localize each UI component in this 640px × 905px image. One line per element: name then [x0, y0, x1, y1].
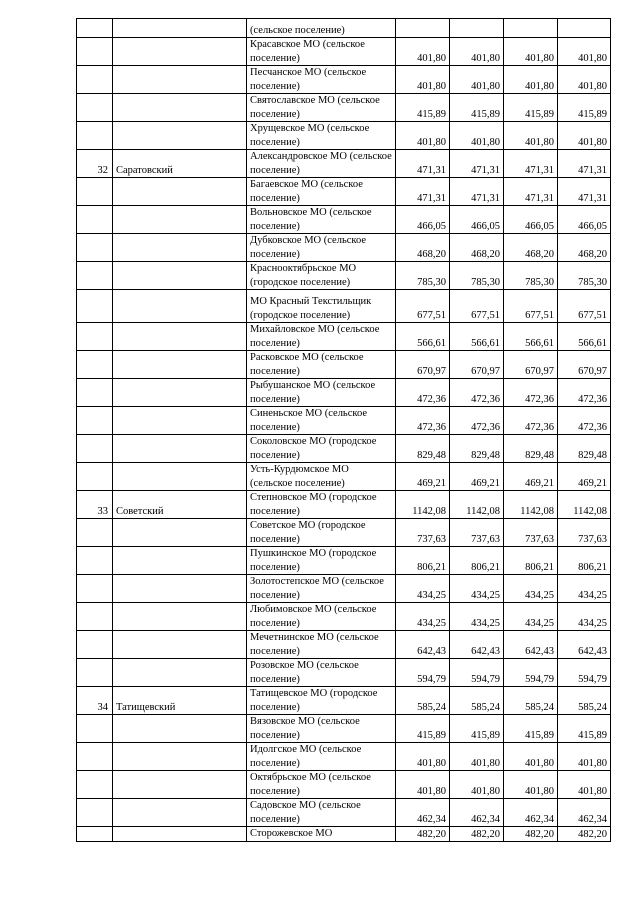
municipality-name-cell: Розовское МО (сельское поселение) [247, 659, 396, 687]
value-cell-1: 737,63 [396, 519, 450, 547]
municipality-name-cell: Идолгское МО (сельское поселение) [247, 743, 396, 771]
value-cell-1: 434,25 [396, 603, 450, 631]
district-name-cell [113, 19, 247, 38]
district-name-cell: Татищевский [113, 687, 247, 715]
municipality-name-cell: Багаевское МО (сельское поселение) [247, 178, 396, 206]
district-name-cell [113, 379, 247, 407]
value-cell-4: 401,80 [558, 66, 611, 94]
municipality-name-cell: Мечетнинское МО (сельское поселение) [247, 631, 396, 659]
district-name-cell [113, 659, 247, 687]
row-number-cell [77, 603, 113, 631]
value-cell-3: 401,80 [504, 743, 558, 771]
district-name-cell [113, 206, 247, 234]
municipality-name-cell: Александровское МО (сельское поселение) [247, 150, 396, 178]
value-cell-3: 594,79 [504, 659, 558, 687]
table-row [77, 351, 611, 379]
value-cell-2: 737,63 [450, 519, 504, 547]
value-cell-3: 401,80 [504, 66, 558, 94]
value-cell-3: 829,48 [504, 435, 558, 463]
table-row [77, 659, 611, 687]
value-cell-1: 785,30 [396, 262, 450, 290]
row-number-cell [77, 19, 113, 38]
row-number-cell [77, 463, 113, 491]
value-cell-1: 472,36 [396, 379, 450, 407]
value-cell-3: 737,63 [504, 519, 558, 547]
value-cell-3: 642,43 [504, 631, 558, 659]
district-name-cell: Советский [113, 491, 247, 519]
table-row [77, 519, 611, 547]
district-name-cell [113, 290, 247, 323]
value-cell-2: 472,36 [450, 407, 504, 435]
value-cell-2: 462,34 [450, 799, 504, 827]
value-cell-4: 566,61 [558, 323, 611, 351]
value-cell-1: 472,36 [396, 407, 450, 435]
table-row [77, 743, 611, 771]
value-cell-4: 462,34 [558, 799, 611, 827]
value-cell-2: 468,20 [450, 234, 504, 262]
value-cell-3: 585,24 [504, 687, 558, 715]
value-cell-4: 482,20 [558, 827, 611, 842]
value-cell-3: 434,25 [504, 603, 558, 631]
district-name-cell [113, 407, 247, 435]
value-cell-1: 677,51 [396, 290, 450, 323]
value-cell-1: 401,80 [396, 122, 450, 150]
district-name-cell [113, 178, 247, 206]
district-name-cell [113, 575, 247, 603]
row-number-cell: 32 [77, 150, 113, 178]
row-number-cell [77, 575, 113, 603]
value-cell-1: 642,43 [396, 631, 450, 659]
value-cell-1 [396, 19, 450, 38]
value-cell-2: 585,24 [450, 687, 504, 715]
value-cell-4: 677,51 [558, 290, 611, 323]
value-cell-2: 434,25 [450, 603, 504, 631]
value-cell-2: 415,89 [450, 715, 504, 743]
value-cell-2: 670,97 [450, 351, 504, 379]
value-cell-3: 401,80 [504, 122, 558, 150]
row-number-cell [77, 547, 113, 575]
row-number-cell [77, 234, 113, 262]
municipality-name-cell: Усть-Курдюмское МО (сельское поселение) [247, 463, 396, 491]
value-cell-1: 401,80 [396, 743, 450, 771]
value-cell-4: 434,25 [558, 603, 611, 631]
value-cell-3: 785,30 [504, 262, 558, 290]
value-cell-3: 468,20 [504, 234, 558, 262]
value-cell-1: 471,31 [396, 178, 450, 206]
municipality-name-cell: Синеньское МО (сельское поселение) [247, 407, 396, 435]
district-name-cell [113, 715, 247, 743]
value-cell-3: 401,80 [504, 771, 558, 799]
table-row [77, 206, 611, 234]
district-name-cell [113, 66, 247, 94]
municipality-name-cell: Красавское МО (сельское поселение) [247, 38, 396, 66]
municipality-name-cell: Любимовское МО (сельское поселение) [247, 603, 396, 631]
table-row [77, 603, 611, 631]
value-cell-3: 415,89 [504, 94, 558, 122]
value-cell-4: 829,48 [558, 435, 611, 463]
row-number-cell [77, 94, 113, 122]
value-cell-2: 1142,08 [450, 491, 504, 519]
table-row [77, 463, 611, 491]
value-cell-2: 401,80 [450, 771, 504, 799]
row-number-cell [77, 38, 113, 66]
value-cell-4: 737,63 [558, 519, 611, 547]
district-name-cell [113, 435, 247, 463]
value-cell-4: 401,80 [558, 122, 611, 150]
value-cell-4: 471,31 [558, 150, 611, 178]
table-row [77, 38, 611, 66]
district-name-cell [113, 771, 247, 799]
value-cell-3: 401,80 [504, 38, 558, 66]
municipality-name-cell: Степновское МО (городское поселение) [247, 491, 396, 519]
table-row [77, 435, 611, 463]
row-number-cell [77, 351, 113, 379]
row-number-cell [77, 323, 113, 351]
municipality-name-cell: Золотостепское МО (сельское поселение) [247, 575, 396, 603]
value-cell-2: 401,80 [450, 66, 504, 94]
value-cell-1: 566,61 [396, 323, 450, 351]
row-number-cell [77, 659, 113, 687]
district-name-cell [113, 463, 247, 491]
district-name-cell [113, 323, 247, 351]
value-cell-3: 472,36 [504, 379, 558, 407]
value-cell-1: 471,31 [396, 150, 450, 178]
value-cell-2: 466,05 [450, 206, 504, 234]
value-cell-2 [450, 19, 504, 38]
value-cell-2: 677,51 [450, 290, 504, 323]
value-cell-3 [504, 19, 558, 38]
row-number-cell [77, 519, 113, 547]
row-number-cell [77, 66, 113, 94]
value-cell-3: 469,21 [504, 463, 558, 491]
value-cell-1: 806,21 [396, 547, 450, 575]
municipality-name-cell: Краснооктябрьское МО (городское поселение) [247, 262, 396, 290]
district-name-cell [113, 234, 247, 262]
table-row [77, 234, 611, 262]
row-number-cell [77, 771, 113, 799]
municipality-name-cell: Вольновское МО (сельское поселение) [247, 206, 396, 234]
value-cell-4: 594,79 [558, 659, 611, 687]
municipality-name-cell: Михайловское МО (сельское поселение) [247, 323, 396, 351]
value-cell-3: 806,21 [504, 547, 558, 575]
value-cell-4: 415,89 [558, 94, 611, 122]
municipality-name-cell: Святославское МО (сельское поселение) [247, 94, 396, 122]
value-cell-1: 829,48 [396, 435, 450, 463]
municipality-name-cell: Дубковское МО (сельское поселение) [247, 234, 396, 262]
row-number-cell [77, 379, 113, 407]
value-cell-1: 594,79 [396, 659, 450, 687]
value-cell-4: 471,31 [558, 178, 611, 206]
value-cell-4: 806,21 [558, 547, 611, 575]
value-cell-4: 401,80 [558, 743, 611, 771]
tariff-table [76, 18, 611, 842]
value-cell-2: 594,79 [450, 659, 504, 687]
table-row [77, 66, 611, 94]
value-cell-4: 468,20 [558, 234, 611, 262]
value-cell-4: 415,89 [558, 715, 611, 743]
value-cell-4: 434,25 [558, 575, 611, 603]
value-cell-3: 566,61 [504, 323, 558, 351]
table-row [77, 379, 611, 407]
table-row [77, 547, 611, 575]
district-name-cell [113, 743, 247, 771]
value-cell-1: 469,21 [396, 463, 450, 491]
value-cell-1: 462,34 [396, 799, 450, 827]
value-cell-2: 472,36 [450, 379, 504, 407]
value-cell-3: 677,51 [504, 290, 558, 323]
table-body [77, 19, 611, 842]
municipality-name-cell: Татищевское МО (городское поселение) [247, 687, 396, 715]
value-cell-2: 401,80 [450, 122, 504, 150]
table-row [77, 262, 611, 290]
municipality-name-cell: Октябрьское МО (сельское поселение) [247, 771, 396, 799]
value-cell-1: 468,20 [396, 234, 450, 262]
row-number-cell [77, 715, 113, 743]
table-row [77, 631, 611, 659]
value-cell-2: 401,80 [450, 743, 504, 771]
row-number-cell [77, 262, 113, 290]
value-cell-3: 482,20 [504, 827, 558, 842]
value-cell-3: 471,31 [504, 178, 558, 206]
value-cell-2: 806,21 [450, 547, 504, 575]
value-cell-2: 471,31 [450, 178, 504, 206]
value-cell-4: 642,43 [558, 631, 611, 659]
value-cell-2: 482,20 [450, 827, 504, 842]
row-number-cell [77, 407, 113, 435]
value-cell-2: 415,89 [450, 94, 504, 122]
value-cell-1: 434,25 [396, 575, 450, 603]
value-cell-1: 585,24 [396, 687, 450, 715]
value-cell-3: 471,31 [504, 150, 558, 178]
table-row [77, 715, 611, 743]
value-cell-4: 670,97 [558, 351, 611, 379]
row-number-cell [77, 122, 113, 150]
municipality-name-cell: (сельское поселение) [247, 19, 396, 38]
value-cell-3: 1142,08 [504, 491, 558, 519]
district-name-cell [113, 351, 247, 379]
district-name-cell [113, 262, 247, 290]
value-cell-2: 566,61 [450, 323, 504, 351]
row-number-cell: 33 [77, 491, 113, 519]
value-cell-1: 415,89 [396, 94, 450, 122]
municipality-name-cell: Хрущевское МО (сельское поселение) [247, 122, 396, 150]
value-cell-1: 1142,08 [396, 491, 450, 519]
table-row [77, 575, 611, 603]
municipality-name-cell: Рыбушанское МО (сельское поселение) [247, 379, 396, 407]
value-cell-2: 471,31 [450, 150, 504, 178]
value-cell-2: 642,43 [450, 631, 504, 659]
municipality-name-cell: МО Красный Текстильщик (городское поселение) [247, 290, 396, 323]
value-cell-3: 670,97 [504, 351, 558, 379]
municipality-name-cell: Садовское МО (сельское поселение) [247, 799, 396, 827]
district-name-cell [113, 519, 247, 547]
municipality-name-cell: Пушкинское МО (городское поселение) [247, 547, 396, 575]
row-number-cell [77, 435, 113, 463]
value-cell-1: 466,05 [396, 206, 450, 234]
district-name-cell [113, 799, 247, 827]
district-name-cell [113, 38, 247, 66]
value-cell-4: 472,36 [558, 379, 611, 407]
table-row [77, 407, 611, 435]
value-cell-2: 785,30 [450, 262, 504, 290]
district-name-cell [113, 94, 247, 122]
value-cell-1: 415,89 [396, 715, 450, 743]
value-cell-1: 670,97 [396, 351, 450, 379]
value-cell-4: 785,30 [558, 262, 611, 290]
value-cell-3: 466,05 [504, 206, 558, 234]
row-number-cell [77, 206, 113, 234]
value-cell-3: 415,89 [504, 715, 558, 743]
table-row [77, 827, 611, 842]
value-cell-2: 469,21 [450, 463, 504, 491]
row-number-cell [77, 799, 113, 827]
municipality-name-cell: Соколовское МО (городское поселение) [247, 435, 396, 463]
municipality-name-cell: Вязовское МО (сельское поселение) [247, 715, 396, 743]
municipality-name-cell: Советское МО (городское поселение) [247, 519, 396, 547]
row-number-cell [77, 178, 113, 206]
municipality-name-cell: Сторожевское МО [247, 827, 396, 842]
table-row [77, 94, 611, 122]
value-cell-4: 401,80 [558, 771, 611, 799]
value-cell-3: 462,34 [504, 799, 558, 827]
row-number-cell [77, 827, 113, 842]
value-cell-1: 401,80 [396, 66, 450, 94]
value-cell-2: 401,80 [450, 38, 504, 66]
table-row [77, 687, 611, 715]
table-row [77, 290, 611, 323]
table-row [77, 799, 611, 827]
value-cell-4: 401,80 [558, 38, 611, 66]
table-row [77, 323, 611, 351]
municipality-name-cell: Песчанское МО (сельское поселение) [247, 66, 396, 94]
value-cell-4 [558, 19, 611, 38]
value-cell-1: 401,80 [396, 771, 450, 799]
value-cell-3: 472,36 [504, 407, 558, 435]
value-cell-2: 829,48 [450, 435, 504, 463]
district-name-cell: Саратовский [113, 150, 247, 178]
value-cell-4: 1142,08 [558, 491, 611, 519]
table-row [77, 19, 611, 38]
district-name-cell [113, 547, 247, 575]
row-number-cell [77, 290, 113, 323]
value-cell-2: 434,25 [450, 575, 504, 603]
municipality-name-cell: Расковское МО (сельское поселение) [247, 351, 396, 379]
table-row [77, 150, 611, 178]
row-number-cell [77, 743, 113, 771]
value-cell-4: 472,36 [558, 407, 611, 435]
table-row [77, 178, 611, 206]
value-cell-4: 466,05 [558, 206, 611, 234]
value-cell-3: 434,25 [504, 575, 558, 603]
table-row [77, 491, 611, 519]
value-cell-1: 482,20 [396, 827, 450, 842]
district-name-cell [113, 631, 247, 659]
value-cell-1: 401,80 [396, 38, 450, 66]
district-name-cell [113, 603, 247, 631]
row-number-cell [77, 631, 113, 659]
district-name-cell [113, 827, 247, 842]
table-row [77, 771, 611, 799]
value-cell-4: 469,21 [558, 463, 611, 491]
value-cell-4: 585,24 [558, 687, 611, 715]
row-number-cell: 34 [77, 687, 113, 715]
district-name-cell [113, 122, 247, 150]
table-row [77, 122, 611, 150]
